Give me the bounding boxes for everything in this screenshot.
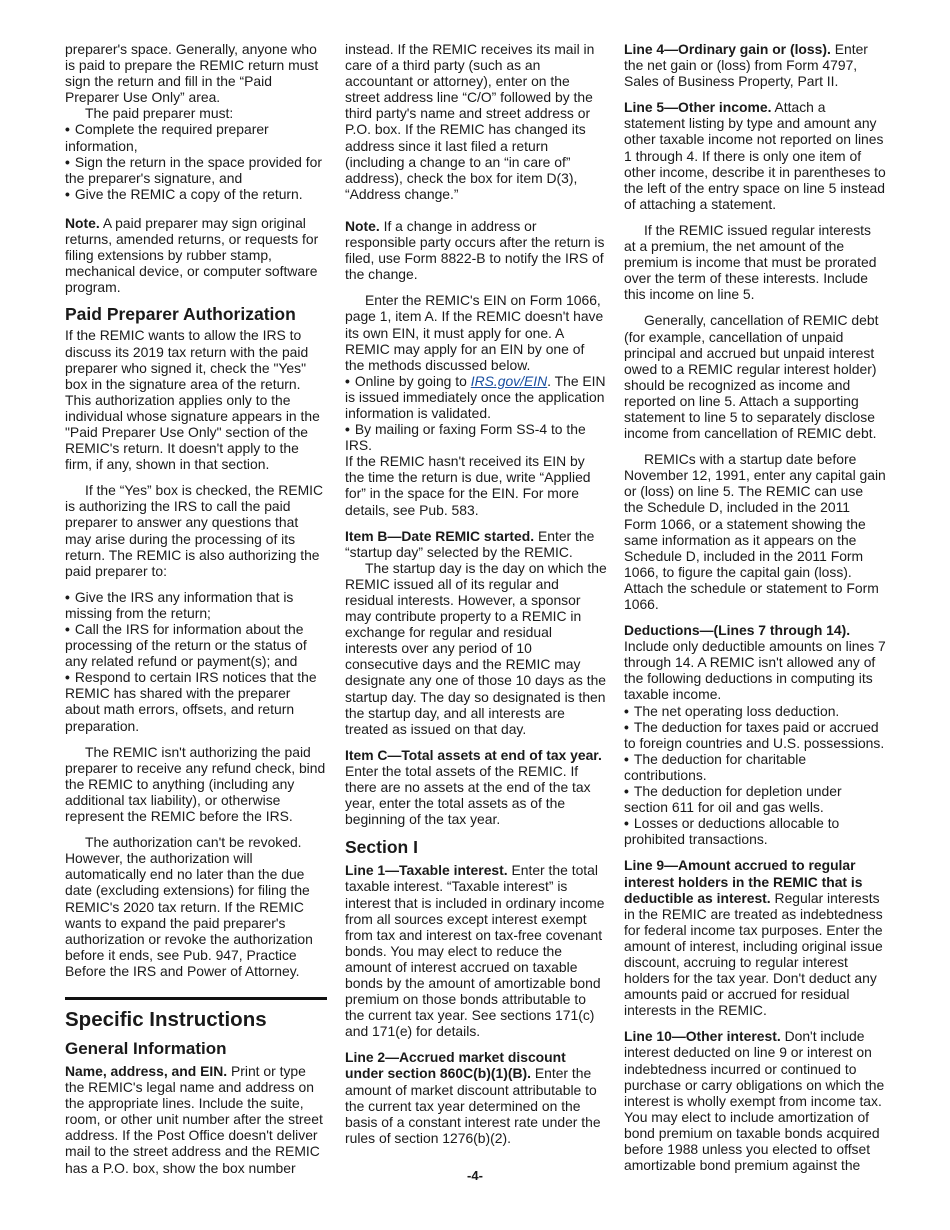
item-text: Enter the net gain or (loss) from Form 4797, Sales of Business Property, Part II.	[624, 41, 868, 90]
bullet-item: • Give the REMIC a copy of the return.	[65, 185, 303, 202]
item-text: Include only deductible amounts on lines 7 through 14. A REMIC isn't allowed any of the following deductions in computing its taxable income.	[624, 638, 886, 703]
irs-ein-link[interactable]: IRS.gov/EIN	[470, 372, 548, 389]
paragraph: REMICs with a startup date before November 12, 1991, enter any capital gain or (loss) on line 5. The REMIC can use the Schedule D, included in the 2011 Form 1066, or a statement showing the same information as it appears on the Schedule D, included in the 2011 Form 1066, to figure the capital gain (loss). Attach the schedule or statement to Form 1066.	[624, 451, 886, 612]
item-text: Print or type the REMIC's legal name and address on the appropriate lines. Include the suite, room, or other unit number after the street address. If the Post Office doesn't deliver mail to the street address and the REMIC has a P.O. box, show the box number	[65, 1062, 323, 1176]
paragraph: The startup day is the day on which the REMIC issued all of its regular and residual interests. However, a sponsor may contribute property to a REMIC in exchange for regular and residual interests over any period of 10 consecutive days and the REMIC may designate any one of those 10 days as the startup day. The day so designated is then the startup day, and all interests are treated as issued on that day.	[345, 559, 607, 737]
item-text: Don't include interest deducted on line 9 or interest on indebtedness incurred or continued to purchase or carry obligations on which the interest is wholly exempt from income tax. You may elect to include amortization of bond premium on taxable bonds acquired before 1988 unless you elected to offset amortizable bond premium against the	[624, 1028, 885, 1174]
bullet-text: Complete the required preparer information,	[65, 121, 269, 154]
bullet-text: Respond to certain IRS notices that the REMIC has shared with the preparer about math errors, offsets, and return preparation.	[65, 669, 317, 734]
item-lead: Item B—Date REMIC started.	[345, 527, 535, 544]
paragraph: If the REMIC hasn't received its EIN by the time the return is due, write “Applied for” in the space for the EIN. For more details, see Pub. 583.	[345, 453, 591, 518]
note-lead: Note.	[65, 214, 100, 231]
paragraph: Generally, cancellation of REMIC debt (for example, cancellation of unpaid principal and accrued but unpaid interest owed to a REMIC regular interest holder) should be recognized as income and reported on line 5. Attach a supporting statement to line 5 to separately disclose income from cancellation of REMIC debt.	[624, 312, 879, 442]
paragraph	[624, 41, 886, 89]
note-lead: Note.	[345, 217, 380, 234]
bullet-item: • The net operating loss deduction.	[624, 702, 840, 719]
note-text: If a change in address or responsible party occurs after the return is filed, use Form 8822-B to notify the IRS of the change.	[345, 217, 605, 283]
heading-general-information: General Information	[65, 1038, 227, 1058]
heading-section-i: Section I	[345, 837, 418, 858]
item-text: Regular interests in the REMIC are treated as indebtedness for federal income tax purposes. Enter the amount of interest, including original issue discount, accruing to regular interest holders for the tax year. Don't deduct any amounts paid or accrued for residual interests in the REMIC.	[624, 889, 883, 1019]
bullet-item: • Online by going to IRS.gov/EIN. The EIN is issued immediately once the application information is validated.	[345, 372, 606, 421]
paragraph	[345, 528, 607, 560]
bullet-text: The deduction for taxes paid or accrued to foreign countries and U.S. possessions.	[624, 718, 885, 751]
paragraph	[345, 747, 607, 827]
paragraph: If the “Yes” box is checked, the REMIC is authorizing the IRS to call the paid preparer to answer any questions that may arise during the processing of its return. The REMIC is also authorizing the paid preparer to:	[65, 482, 324, 579]
bullet-item: • Respond to certain IRS notices that the REMIC has shared with the preparer about math errors, offsets, and return preparation.	[65, 669, 317, 734]
paragraph: The REMIC isn't authorizing the paid preparer to receive any refund check, bind the REMIC to anything (including any additional tax liability), or otherwise represent the REMIC before the IRS.	[65, 743, 326, 825]
item-text: Enter the amount of market discount attributable to the current tax year determined on the basis of a constant interest rate under the rules of section 1276(b)(2).	[345, 1065, 601, 1146]
item-text: Enter the total assets of the REMIC. If there are no assets at the end of the tax year, enter the total assets as of the beginning of the tax year.	[345, 762, 591, 828]
bullet-text: The deduction for charitable contributions.	[624, 750, 807, 783]
paragraph	[624, 622, 886, 702]
item-text: Enter the total taxable interest. “Taxable interest” is interest that is included in ordinary income from all sources except interest exempt from tax and interest on tax-free covenant bonds. You may elect to reduce the amount of interest accrued on taxable bonds by the amount of amortizable bond premium on those bonds attributable to the current tax year. See sections 171(c) and 171(e) for details.	[345, 862, 605, 1040]
paragraph: If the REMIC wants to allow the IRS to discuss its 2019 tax return with the paid preparer who signed it, check the "Yes" box in the signature area of the return. This authorization applies only to the individual whose signature appears in the "Paid Preparer Use Only" section of the REMIC's return. It doesn't apply to the firm, if any, shown in that section.	[65, 327, 320, 473]
item-text: Enter the “startup day” selected by the REMIC.	[345, 527, 595, 560]
bullet-item: • Call the IRS for information about the processing of the return or the status of any related refund or payment(s); and	[65, 621, 307, 670]
paragraph	[624, 1028, 886, 1173]
heading-paid-preparer-authorization: Paid Preparer Authorization	[65, 304, 296, 325]
bullet-item: • The deduction for charitable contributions.	[624, 750, 807, 783]
paragraph	[624, 99, 886, 212]
paragraph	[65, 1063, 327, 1176]
note-text: A paid preparer may sign original returns, amended returns, or requests for filing extensions by rubber stamp, mechanical device, or computer software program.	[65, 214, 319, 296]
item-lead: Name, address, and EIN.	[65, 1062, 228, 1079]
bullet-text: Losses or deductions allocable to prohibited transactions.	[624, 815, 840, 848]
bullet-text: By mailing or faxing Form SS-4 to the IRS.	[345, 421, 586, 454]
column-1	[65, 41, 327, 1176]
bullet-text: . The EIN is issued immediately once the application information is validated.	[345, 372, 606, 421]
item-lead: Line 1—Taxable interest.	[345, 862, 508, 879]
item-lead: Deductions—(Lines 7 through 14).	[624, 622, 851, 639]
column-2	[345, 41, 607, 1146]
paragraph: The paid preparer must:	[85, 105, 234, 122]
paragraph: preparer's space. Generally, anyone who is paid to prepare the REMIC return must sign the return and fill in the “Paid Preparer Use Only” area.	[65, 41, 319, 106]
note-paragraph	[65, 215, 327, 295]
paragraph: Enter the REMIC's EIN on Form 1066, page 1, item A. If the REMIC doesn't have its own EIN, it must apply for one. A REMIC may apply for an EIN by one of the methods discussed below.	[345, 292, 604, 373]
paragraph: instead. If the REMIC receives its mail in care of a third party (such as an accountant or attorney), enter on the street address line “C/O” followed by the third party's name and street address or P.O. box. If the REMIC has changed its address since it last filed a return (including a change to an “in care of” address), check the box for item D(3), “Address change.”	[345, 41, 595, 202]
bullet-item: • Complete the required preparer information,	[65, 121, 269, 154]
bullet-item: • By mailing or faxing Form SS-4 to the IRS.	[345, 421, 586, 454]
item-lead: Line 10—Other interest.	[624, 1028, 781, 1045]
bullet-item: • Give the IRS any information that is missing from the return;	[65, 588, 294, 621]
item-lead: Line 5—Other income.	[624, 99, 772, 116]
paragraph	[345, 1049, 607, 1146]
item-lead: Line 9—Amount accrued to regular interest holders in the REMIC that is deductible as interest.	[624, 857, 863, 906]
bullet-text: The net operating loss deduction.	[633, 702, 840, 719]
bullet-item: • Sign the return in the space provided for the preparer's signature, and	[65, 153, 322, 186]
bullet-item: • The deduction for taxes paid or accrued to foreign countries and U.S. possessions.	[624, 718, 885, 751]
item-text: Attach a statement listing by type and amount any other taxable income not reported on lines 1 through 4. If there is only one item of other income, describe it in parentheses to the left of the entry space on line 5 instead of attaching a statement.	[624, 99, 886, 212]
item-lead: Line 2—Accrued market discount under section 860C(b)(1)(B).	[345, 1049, 566, 1082]
paragraph: If the REMIC issued regular interests at a premium, the net amount of the premium is income that must be prorated over the term of these interests. Include this income on line 5.	[624, 221, 877, 303]
column-3	[624, 41, 886, 1173]
paragraph	[624, 857, 886, 1018]
bullet-text: Call the IRS for information about the processing of the return or the status of any related refund or payment(s); and	[65, 621, 307, 670]
bullet-item: • Losses or deductions allocable to prohibited transactions.	[624, 815, 840, 848]
bullet-text: Sign the return in the space provided for the preparer's signature, and	[65, 153, 322, 186]
item-lead: Item C—Total assets at end of tax year.	[345, 746, 602, 763]
bullet-text: The deduction for depletion under section 611 for oil and gas wells.	[624, 783, 842, 816]
bullet-item: • The deduction for depletion under section 611 for oil and gas wells.	[624, 783, 842, 816]
page-number: -4-	[467, 1168, 483, 1183]
section-divider	[65, 997, 327, 1000]
bullet-text: Give the IRS any information that is missing from the return;	[65, 588, 294, 621]
note-paragraph	[345, 218, 607, 282]
paragraph	[345, 862, 607, 1039]
item-lead: Line 4—Ordinary gain or (loss).	[624, 41, 831, 57]
bullet-text: Online by going to	[354, 372, 467, 389]
heading-specific-instructions: Specific Instructions	[65, 1007, 267, 1031]
paragraph: The authorization can't be revoked. However, the authorization will automatically end no later than the due date (excluding extensions) for filing the REMIC's 2020 tax return. If the REMIC wants to expand the paid preparer's authorization or revoke the authorization before it ends, see Pub. 947, Practice Before the IRS and Power of Attorney.	[65, 834, 313, 979]
bullet-text: Give the REMIC a copy of the return.	[74, 185, 303, 202]
